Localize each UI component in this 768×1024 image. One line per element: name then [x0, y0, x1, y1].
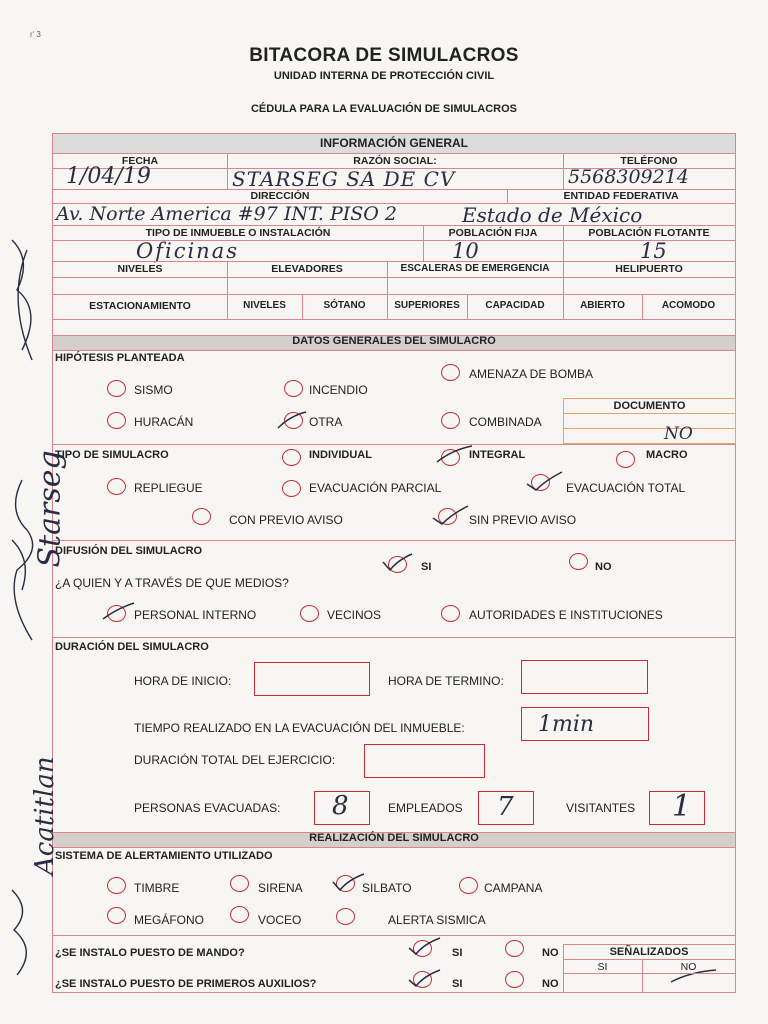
evac-parcial-option: EVACUACIÓN PARCIAL	[309, 481, 442, 495]
tipo-simulacro-label: TIPO DE SIMULACRO	[55, 449, 169, 461]
macro-option: MACRO	[646, 449, 688, 461]
incendio-checkbox[interactable]	[284, 380, 303, 397]
poblacion-fija-label: POBLACIÓN FIJA	[448, 227, 538, 239]
page-subtitle: UNIDAD INTERNA DE PROTECCIÓN CIVIL	[273, 70, 495, 82]
sin-aviso-check-mark	[430, 504, 470, 528]
estacionamiento-label: ESTACIONAMIENTO	[89, 300, 191, 312]
silbato-check-mark	[330, 872, 366, 894]
difusion-no-checkbox[interactable]	[569, 553, 588, 570]
hora-inicio-label: HORA DE INICIO:	[134, 674, 232, 688]
vecinos-checkbox[interactable]	[300, 605, 319, 622]
campana-checkbox[interactable]	[459, 877, 478, 894]
combinada-option: COMBINADA	[469, 415, 542, 429]
repliegue-checkbox[interactable]	[107, 478, 126, 495]
hipotesis-label: HIPÓTESIS PLANTEADA	[55, 352, 185, 364]
poblacion-flotante-value: 15	[640, 239, 667, 263]
mando-no: NO	[542, 947, 559, 959]
con-aviso-checkbox[interactable]	[192, 508, 211, 525]
page-title: BITACORA DE SIMULACROS	[249, 45, 519, 66]
senalizados-si: SI	[597, 961, 608, 973]
corner-mark: r' 3	[30, 30, 41, 39]
senalizados-label: SEÑALIZADOS	[609, 946, 689, 958]
niveles-label: NIVELES	[117, 263, 163, 275]
otra-check-mark	[276, 408, 308, 432]
amenaza-checkbox[interactable]	[441, 364, 460, 381]
fecha-value: 1/04/19	[66, 164, 151, 189]
tiempo-label: TIEMPO REALIZADO EN LA EVACUACIÓN DEL INMUEBLE:	[134, 721, 465, 735]
empleados-value: 7	[497, 792, 514, 822]
repliegue-option: REPLIEGUE	[134, 481, 203, 495]
difusion-si-check-mark	[380, 552, 414, 574]
personal-check-mark	[100, 601, 136, 623]
tipo-inmueble-label: TIPO DE INMUEBLE O INSTALACIÓN	[145, 227, 331, 239]
senalizados-no-mark	[668, 966, 718, 986]
margin-signature-bottom: Acatitlan	[30, 756, 60, 875]
direccion-value: Av. Norte America #97 INT. PISO 2	[56, 203, 397, 225]
duracion-total-label: DURACIÓN TOTAL DEL EJERCICIO:	[134, 753, 336, 767]
difusion-label: DIFUSIÓN DEL SIMULACRO	[55, 545, 203, 557]
mando-si-check-mark	[406, 936, 442, 958]
razon-label: RAZÓN SOCIAL:	[353, 155, 437, 167]
integral-check-mark	[434, 444, 474, 468]
cedula-title: CÉDULA PARA LA EVALUACIÓN DE SIMULACROS	[250, 103, 518, 115]
autoridades-checkbox[interactable]	[441, 605, 460, 622]
hora-termino-label: HORA DE TERMINO:	[388, 674, 504, 688]
sin-aviso-option: SIN PREVIO AVISO	[469, 513, 577, 527]
huracan-checkbox[interactable]	[107, 412, 126, 429]
evac-total-option: EVACUACIÓN TOTAL	[566, 481, 686, 495]
visitantes-value: 1	[672, 789, 692, 824]
visitantes-label: VISITANTES	[566, 801, 636, 815]
poblacion-flotante-label: POBLACIÓN FLOTANTE	[588, 227, 710, 239]
senalizados-no: NO	[680, 961, 697, 973]
direccion-label: DIRECCIÓN	[250, 190, 310, 202]
signature-scribble-bottom	[2, 880, 47, 980]
personas-value: 8	[332, 791, 349, 821]
voceo-option: VOCEO	[258, 913, 302, 927]
individual-option: INDIVIDUAL	[309, 449, 372, 461]
general-section-title: INFORMACIÓN GENERAL	[320, 136, 468, 150]
realizacion-section-title: REALIZACIÓN DEL SIMULACRO	[309, 832, 479, 844]
timbre-option: TIMBRE	[134, 881, 180, 895]
alerta-option: ALERTA SISMICA	[388, 913, 486, 927]
niveles2-label: NIVELES	[243, 300, 286, 311]
megafono-checkbox[interactable]	[107, 907, 126, 924]
fecha-label: FECHA	[121, 155, 159, 167]
telefono-label: TELÉFONO	[620, 155, 678, 167]
margin-signature-vertical: Starseg	[32, 450, 68, 568]
vecinos-option: VECINOS	[327, 608, 382, 622]
auxilios-si-check-mark	[406, 968, 442, 990]
duracion-total-field[interactable]	[364, 744, 485, 778]
difusion-si: SI	[421, 561, 432, 573]
personas-label: PERSONAS EVACUADAS:	[134, 801, 281, 815]
duracion-label: DURACIÓN DEL SIMULACRO	[55, 641, 209, 653]
sismo-option: SISMO	[134, 383, 173, 397]
auxilios-no: NO	[542, 978, 559, 990]
telefono-value: 5568309214	[568, 166, 689, 188]
evac-total-check-mark	[524, 470, 564, 494]
megafono-option: MEGÁFONO	[134, 913, 205, 927]
razon-value: STARSEG SA DE CV	[232, 167, 456, 191]
mando-label: ¿SE INSTALO PUESTO DE MANDO?	[55, 947, 245, 959]
documento-label: DOCUMENTO	[613, 400, 686, 412]
auxilios-no-checkbox[interactable]	[505, 971, 524, 988]
campana-option: CAMPANA	[484, 881, 543, 895]
tipo-inmueble-value: Oficinas	[136, 239, 240, 263]
integral-option: INTEGRAL	[469, 449, 526, 461]
entidad-label: ENTIDAD FEDERATIVA	[563, 190, 679, 202]
elevadores-label: ELEVADORES	[271, 263, 343, 275]
acomodo-label: ACOMODO	[661, 300, 716, 311]
capacidad-label: CAPACIDAD	[485, 300, 545, 311]
timbre-checkbox[interactable]	[107, 877, 126, 894]
alerta-checkbox[interactable]	[336, 908, 355, 925]
hora-termino-field[interactable]	[521, 660, 648, 694]
tiempo-value: 1min	[538, 712, 595, 737]
superiores-label: SUPERIORES	[394, 300, 460, 311]
combinada-checkbox[interactable]	[441, 412, 460, 429]
auxilios-label: ¿SE INSTALO PUESTO DE PRIMEROS AUXILIOS?	[55, 978, 317, 990]
incendio-option: INCENDIO	[309, 383, 368, 397]
huracan-option: HURACÁN	[134, 415, 194, 429]
datos-section-title: DATOS GENERALES DEL SIMULACRO	[292, 335, 496, 347]
otra-option: OTRA	[309, 415, 343, 429]
empleados-label: EMPLEADOS	[388, 801, 463, 815]
silbato-option: SILBATO	[362, 881, 412, 895]
sirena-checkbox[interactable]	[230, 875, 249, 892]
documento-value: NO	[664, 424, 693, 444]
helipuerto-label: HELIPUERTO	[615, 263, 683, 275]
macro-checkbox[interactable]	[616, 451, 635, 468]
amenaza-option: AMENAZA DE BOMBA	[469, 367, 594, 381]
escaleras-label: ESCALERAS DE EMERGENCIA	[400, 263, 550, 274]
abierto-label: ABIERTO	[580, 300, 625, 311]
con-aviso-option: CON PREVIO AVISO	[229, 513, 343, 527]
hora-inicio-field[interactable]	[254, 662, 370, 696]
mando-no-checkbox[interactable]	[505, 940, 524, 957]
signature-scribble-top	[2, 230, 47, 370]
signature-scribble-mid	[2, 470, 47, 650]
autoridades-option: AUTORIDADES E INSTITUCIONES	[469, 608, 663, 622]
difusion-no: NO	[595, 561, 612, 573]
voceo-checkbox[interactable]	[230, 906, 249, 923]
sotano-label: SÓTANO	[323, 300, 366, 311]
evac-parcial-checkbox[interactable]	[282, 480, 301, 497]
sirena-option: SIRENA	[258, 881, 303, 895]
sismo-checkbox[interactable]	[107, 380, 126, 397]
personal-option: PERSONAL INTERNO	[134, 608, 257, 622]
quien-label: ¿A QUIEN Y A TRAVÉS DE QUE MEDIOS?	[55, 576, 289, 590]
entidad-value: Estado de México	[462, 203, 643, 227]
individual-checkbox[interactable]	[282, 449, 301, 466]
poblacion-fija-value: 10	[452, 239, 479, 263]
sistema-label: SISTEMA DE ALERTAMIENTO UTILIZADO	[55, 850, 273, 862]
auxilios-si: SI	[452, 978, 463, 990]
mando-si: SI	[452, 947, 463, 959]
